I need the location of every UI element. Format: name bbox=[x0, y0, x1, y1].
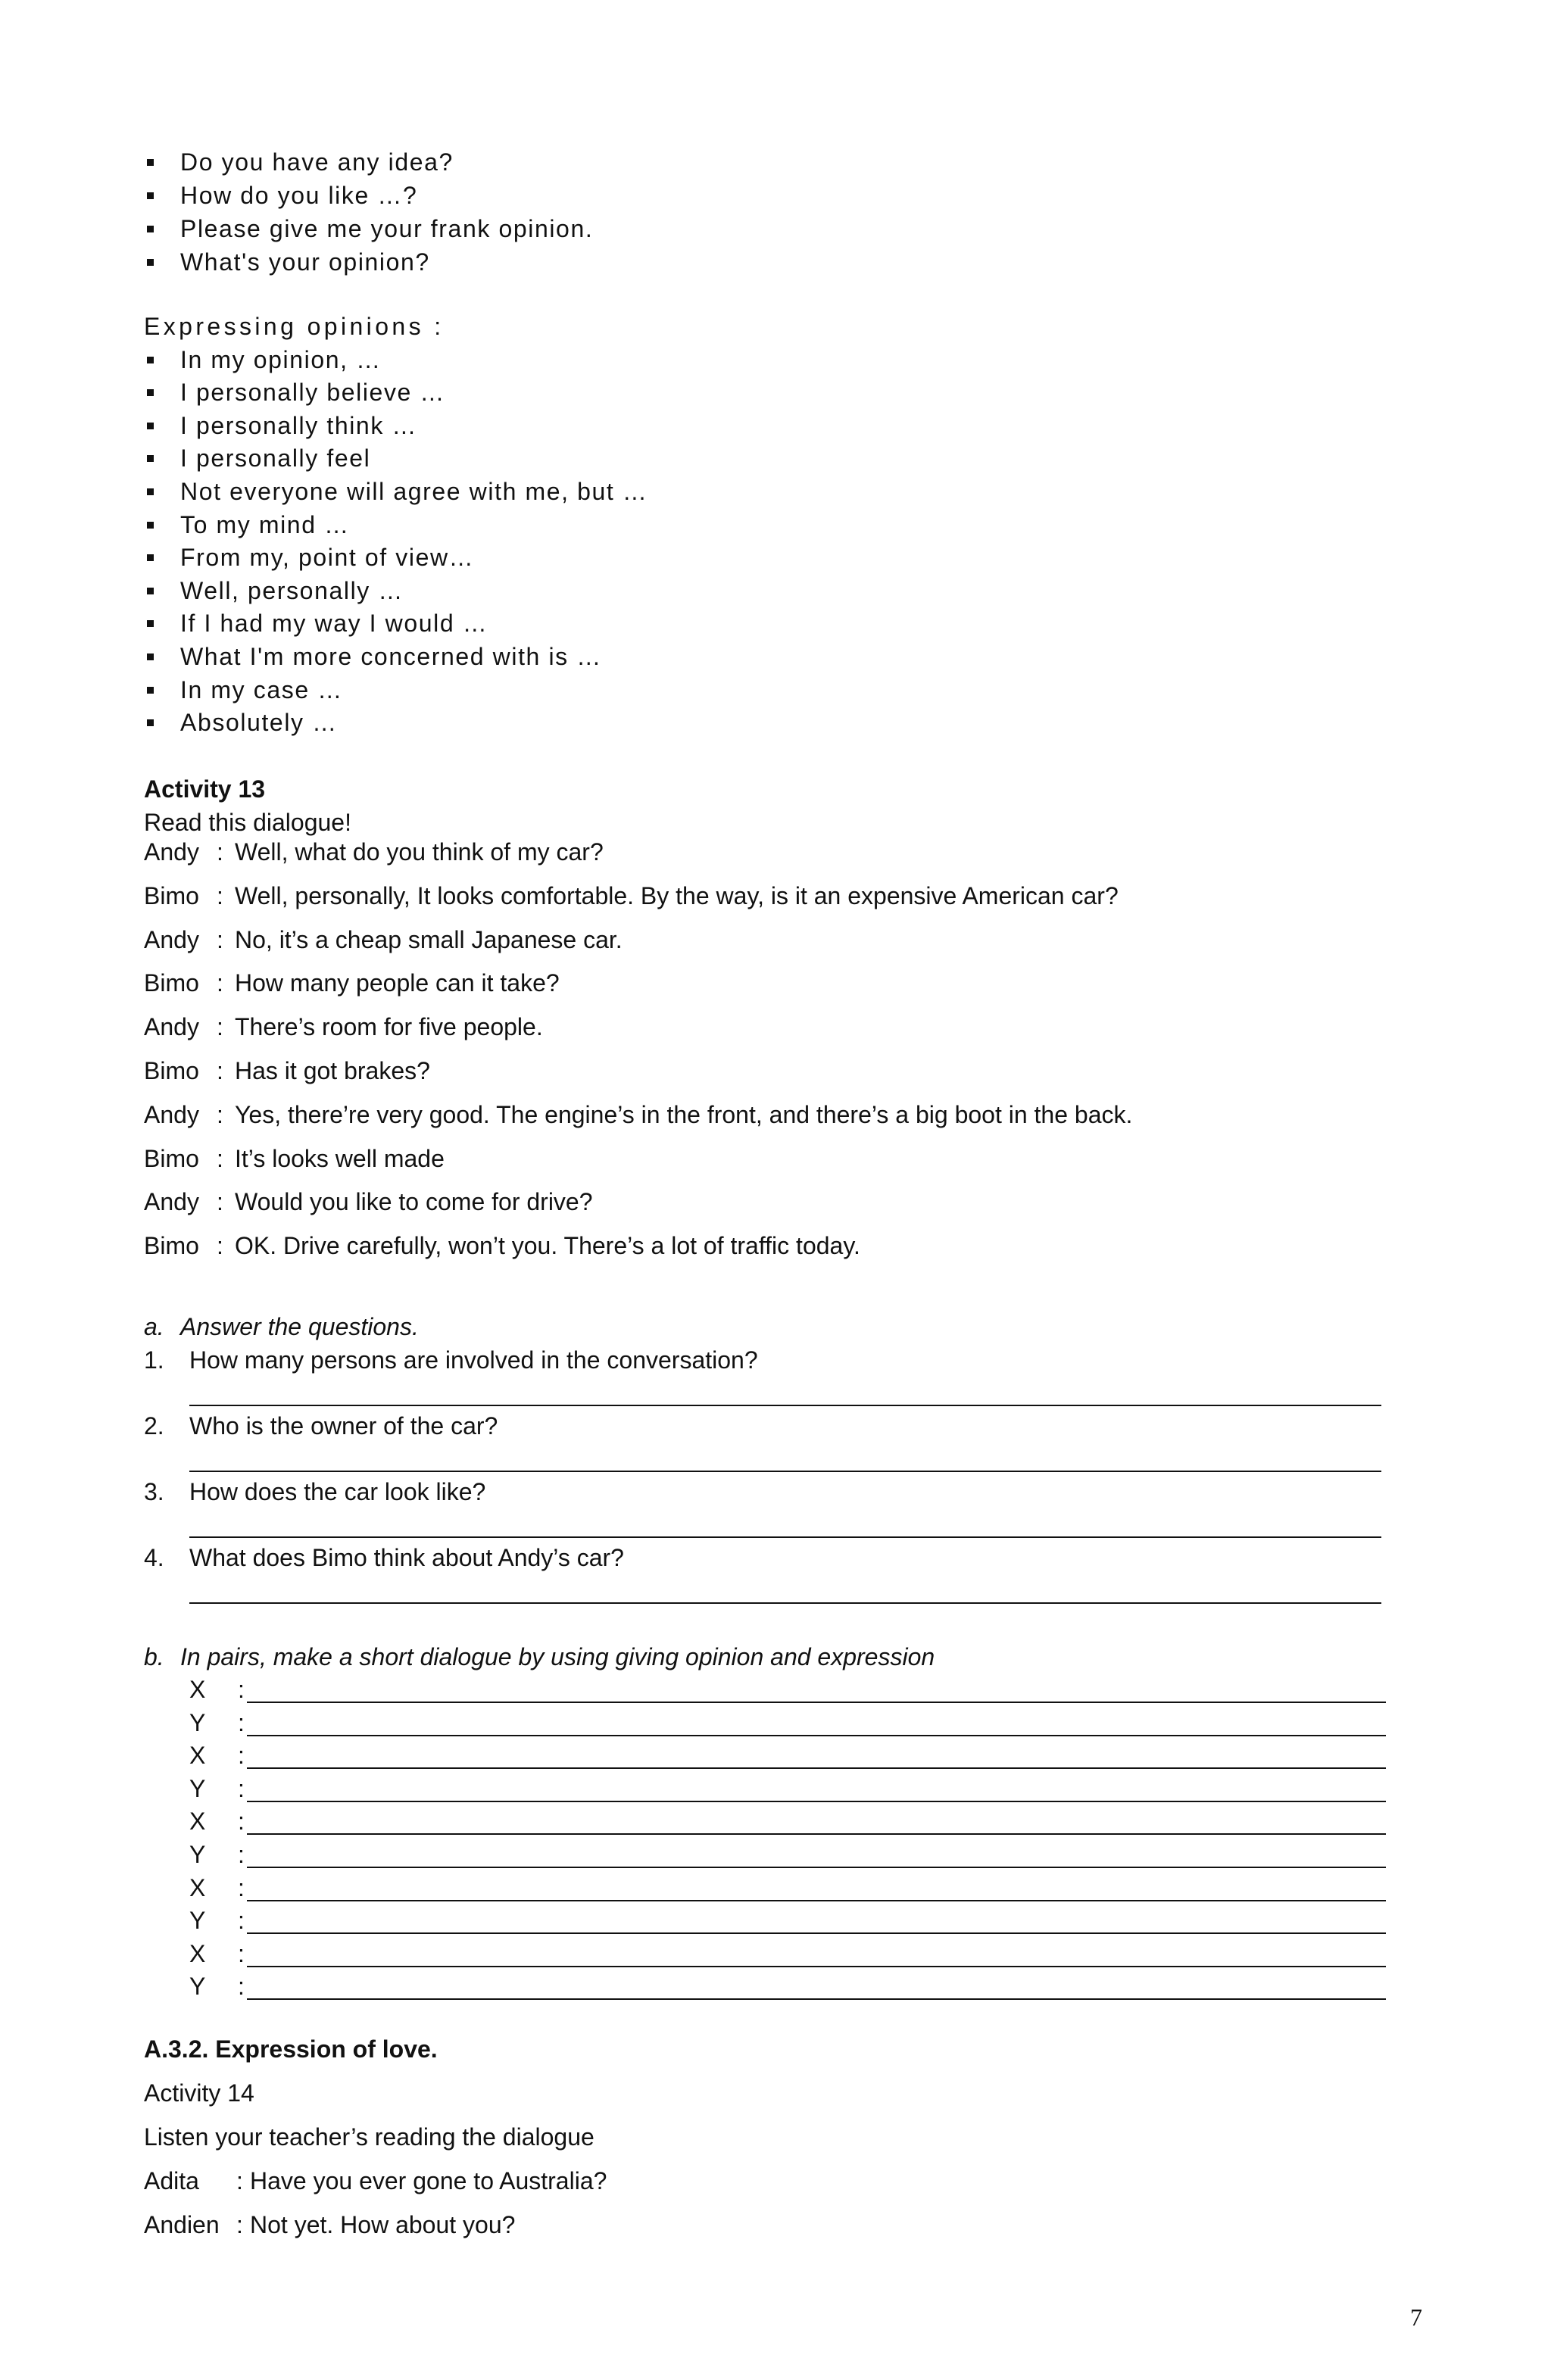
blank-dialogue-row bbox=[0, 1872, 1551, 1905]
square-bullet-icon bbox=[147, 455, 154, 462]
colon-separator: : bbox=[217, 838, 223, 866]
colon-separator: : bbox=[238, 1742, 245, 1770]
list-item-text: I personally feel bbox=[180, 444, 371, 473]
list-item bbox=[0, 344, 1551, 377]
list-item-text: Do you have any idea? bbox=[180, 148, 454, 176]
speaker-letter: Y bbox=[189, 1973, 206, 2001]
square-bullet-icon bbox=[147, 488, 154, 495]
list-item bbox=[0, 541, 1551, 575]
answer-blank-line bbox=[189, 1405, 1381, 1406]
colon-separator: : bbox=[238, 1676, 245, 1703]
answer-blank-line bbox=[189, 1602, 1381, 1604]
activity-title: Activity 14 bbox=[144, 2079, 254, 2107]
activity-instruction: Listen your teacher’s reading the dialogue bbox=[144, 2123, 594, 2151]
dialogue-line bbox=[0, 1137, 1551, 1181]
speaker-name: Bimo bbox=[144, 1232, 199, 1260]
answer-blank-line bbox=[247, 1932, 1386, 1934]
list-item-text: I personally think … bbox=[180, 411, 418, 439]
dialogue-line bbox=[0, 1224, 1551, 1268]
list-item bbox=[0, 607, 1551, 641]
speaker-name: Andy bbox=[144, 1100, 199, 1128]
list-item-text: How do you like …? bbox=[180, 182, 418, 209]
answer-blank-line bbox=[247, 1833, 1386, 1835]
dialogue-text: Not yet. How about you? bbox=[250, 2211, 516, 2238]
answer-blank-line bbox=[247, 1702, 1386, 1703]
question-text: Who is the owner of the car? bbox=[189, 1412, 498, 1440]
colon-separator: : bbox=[238, 1907, 245, 1935]
list-item-text: What I'm more concerned with is … bbox=[180, 642, 602, 670]
list-item-text: In my case … bbox=[180, 675, 343, 703]
list-item-text: What's your opinion? bbox=[180, 248, 430, 276]
square-bullet-icon bbox=[147, 192, 154, 199]
dialogue-line bbox=[0, 875, 1551, 919]
answer-blank-line bbox=[247, 1767, 1386, 1769]
colon-separator: : bbox=[238, 1873, 245, 1901]
speaker-name: Andy bbox=[144, 1188, 199, 1216]
blank-dialogue-row bbox=[0, 1739, 1551, 1773]
list-item bbox=[0, 575, 1551, 608]
square-bullet-icon bbox=[147, 522, 154, 529]
blank-dialogue-row bbox=[0, 1938, 1551, 1971]
answer-blank-line bbox=[247, 1735, 1386, 1736]
activity-title-row bbox=[0, 2071, 1551, 2115]
list-item-text: I personally believe … bbox=[180, 379, 446, 407]
question-item bbox=[0, 1343, 1551, 1409]
square-bullet-icon bbox=[147, 554, 154, 561]
square-bullet-icon bbox=[147, 357, 154, 363]
answer-blank-line bbox=[189, 1471, 1381, 1472]
dialogue-line bbox=[0, 831, 1551, 875]
square-bullet-icon bbox=[147, 620, 154, 627]
dialogue-line bbox=[0, 919, 1551, 962]
list-item bbox=[0, 476, 1551, 509]
expressing-opinions-heading: Expressing opinions : bbox=[144, 313, 445, 340]
activity-13-dialogue bbox=[0, 831, 1551, 1268]
speaker-name: Adita bbox=[144, 2167, 199, 2194]
list-item bbox=[0, 641, 1551, 674]
speaker-name: Andy bbox=[144, 838, 199, 866]
part-b-header bbox=[0, 1640, 1551, 1673]
speaker-letter: X bbox=[189, 1676, 206, 1703]
question-item bbox=[0, 1541, 1551, 1607]
activity-instruction: Read this dialogue! bbox=[144, 809, 351, 836]
dialogue-text: Would you like to come for drive? bbox=[235, 1188, 593, 1216]
speaker-letter: X bbox=[189, 1939, 206, 1967]
list-item-text: Not everyone will agree with me, but … bbox=[180, 477, 648, 505]
list-item-text: Well, personally … bbox=[180, 576, 404, 604]
list-item-text: Please give me your frank opinion. bbox=[180, 215, 594, 242]
speaker-letter: X bbox=[189, 1873, 206, 1901]
speaker-name: Bimo bbox=[144, 1056, 199, 1084]
list-item bbox=[0, 245, 1551, 279]
dialogue-line bbox=[0, 1050, 1551, 1093]
colon-separator: : bbox=[238, 1973, 245, 2001]
speaker-letter: Y bbox=[189, 1840, 206, 1868]
square-bullet-icon bbox=[147, 588, 154, 594]
list-item-text: From my, point of view… bbox=[180, 544, 475, 572]
square-bullet-icon bbox=[147, 423, 154, 429]
section-heading-row bbox=[0, 2027, 1551, 2071]
dialogue-text: How many people can it take? bbox=[235, 969, 560, 997]
square-bullet-icon bbox=[147, 719, 154, 726]
blank-dialogue-row bbox=[0, 1707, 1551, 1740]
answer-blank-line bbox=[189, 1536, 1381, 1538]
speaker-letter: Y bbox=[189, 1907, 206, 1935]
colon-separator: : bbox=[238, 1774, 245, 1802]
dialogue-text: Well, what do you think of my car? bbox=[235, 838, 604, 866]
expressing-opinions-section bbox=[0, 310, 1551, 740]
part-instruction: In pairs, make a short dialogue by using giving opinion and expression bbox=[180, 1643, 935, 1670]
list-item-text: Absolutely … bbox=[180, 709, 338, 737]
blank-dialogue-row bbox=[0, 1773, 1551, 1806]
dialogue-text: It’s looks well made bbox=[235, 1144, 445, 1172]
colon-separator: : bbox=[217, 969, 223, 997]
list-item bbox=[0, 410, 1551, 443]
colon-separator: : bbox=[236, 2211, 243, 2238]
list-item bbox=[0, 707, 1551, 740]
dialogue-line bbox=[0, 1006, 1551, 1050]
colon-separator: : bbox=[217, 1144, 223, 1172]
activity-title: Activity 13 bbox=[144, 775, 266, 803]
speaker-letter: X bbox=[189, 1808, 206, 1836]
square-bullet-icon bbox=[147, 389, 154, 396]
list-item-text: In my opinion, … bbox=[180, 345, 382, 373]
speaker-name: Bimo bbox=[144, 1144, 199, 1172]
square-bullet-icon bbox=[147, 259, 154, 266]
part-a-questions bbox=[0, 1310, 1551, 1607]
blank-dialogue-row bbox=[0, 1805, 1551, 1839]
speaker-name: Andy bbox=[144, 1013, 199, 1041]
list-item bbox=[0, 212, 1551, 245]
activity-instruction-row bbox=[0, 2115, 1551, 2159]
square-bullet-icon bbox=[147, 687, 154, 694]
colon-separator: : bbox=[238, 1840, 245, 1868]
dialogue-text: Yes, there’re very good. The engine’s in the front, and there’s a big boot in the back. bbox=[235, 1100, 1133, 1128]
speaker-letter: X bbox=[189, 1742, 206, 1770]
dialogue-line bbox=[0, 2159, 1551, 2203]
answer-blank-line bbox=[247, 1900, 1386, 1901]
dialogue-line bbox=[0, 1093, 1551, 1137]
activity-13-header bbox=[144, 772, 351, 839]
square-bullet-icon bbox=[147, 653, 154, 660]
blank-dialogue-row bbox=[0, 1970, 1551, 2004]
question-item bbox=[0, 1409, 1551, 1475]
speaker-name: Andy bbox=[144, 925, 199, 953]
answer-blank-line bbox=[247, 1801, 1386, 1802]
colon-separator: : bbox=[217, 1056, 223, 1084]
page-number: 7 bbox=[1410, 2304, 1422, 2331]
list-item bbox=[0, 179, 1551, 212]
blank-dialogue-row bbox=[0, 1673, 1551, 1707]
part-label: a. bbox=[144, 1313, 164, 1340]
part-label: b. bbox=[144, 1643, 164, 1670]
list-item bbox=[0, 509, 1551, 542]
blank-dialogue-row bbox=[0, 1839, 1551, 1872]
answer-blank-line bbox=[247, 1998, 1386, 2000]
expression-of-love-section bbox=[0, 2027, 1551, 2247]
question-number: 4. bbox=[144, 1544, 164, 1571]
dialogue-text: OK. Drive carefully, won’t you. There’s a lot of traffic today. bbox=[235, 1232, 860, 1260]
square-bullet-icon bbox=[147, 226, 154, 232]
list-item bbox=[0, 442, 1551, 476]
answer-blank-line bbox=[247, 1867, 1386, 1868]
dialogue-line bbox=[0, 2203, 1551, 2247]
part-instruction: Answer the questions. bbox=[180, 1313, 419, 1340]
list-item-text: To my mind … bbox=[180, 510, 350, 538]
colon-separator: : bbox=[217, 925, 223, 953]
speaker-name: Andien bbox=[144, 2211, 220, 2238]
colon-separator: : bbox=[238, 1708, 245, 1736]
dialogue-text: Well, personally, It looks comfortable. By the way, is it an expensive American car? bbox=[235, 881, 1119, 909]
speaker-letter: Y bbox=[189, 1774, 206, 1802]
dialogue-line bbox=[0, 962, 1551, 1006]
colon-separator: : bbox=[217, 1188, 223, 1216]
colon-separator: : bbox=[217, 1100, 223, 1128]
question-text: What does Bimo think about Andy’s car? bbox=[189, 1544, 624, 1571]
list-item bbox=[0, 674, 1551, 707]
square-bullet-icon bbox=[147, 159, 154, 166]
dialogue-text: No, it’s a cheap small Japanese car. bbox=[235, 925, 623, 953]
colon-separator: : bbox=[236, 2167, 243, 2194]
list-item bbox=[0, 376, 1551, 410]
speaker-letter: Y bbox=[189, 1708, 206, 1736]
dialogue-text: Has it got brakes? bbox=[235, 1056, 430, 1084]
list-item-text: If I had my way I would … bbox=[180, 610, 488, 638]
speaker-name: Bimo bbox=[144, 881, 199, 909]
colon-separator: : bbox=[217, 881, 223, 909]
dialogue-line bbox=[0, 1181, 1551, 1224]
question-number: 1. bbox=[144, 1346, 164, 1374]
colon-separator: : bbox=[217, 1013, 223, 1041]
question-item bbox=[0, 1475, 1551, 1541]
section-heading: A.3.2. Expression of love. bbox=[144, 2035, 438, 2063]
question-number: 2. bbox=[144, 1412, 164, 1440]
colon-separator: : bbox=[217, 1232, 223, 1260]
part-b-dialogue-practice bbox=[0, 1640, 1551, 2004]
question-text: How does the car look like? bbox=[189, 1478, 486, 1505]
speaker-name: Bimo bbox=[144, 969, 199, 997]
colon-separator: : bbox=[238, 1939, 245, 1967]
question-number: 3. bbox=[144, 1478, 164, 1505]
part-a-header bbox=[0, 1310, 1551, 1343]
dialogue-text: Have you ever gone to Australia? bbox=[250, 2167, 607, 2194]
answer-blank-line bbox=[247, 1966, 1386, 1967]
blank-dialogue-row bbox=[0, 1904, 1551, 1938]
list-item bbox=[0, 145, 1551, 179]
question-text: How many persons are involved in the conversation? bbox=[189, 1346, 758, 1374]
colon-separator: : bbox=[238, 1808, 245, 1836]
dialogue-text: There’s room for five people. bbox=[235, 1013, 543, 1041]
asking-opinion-list bbox=[0, 145, 1551, 279]
